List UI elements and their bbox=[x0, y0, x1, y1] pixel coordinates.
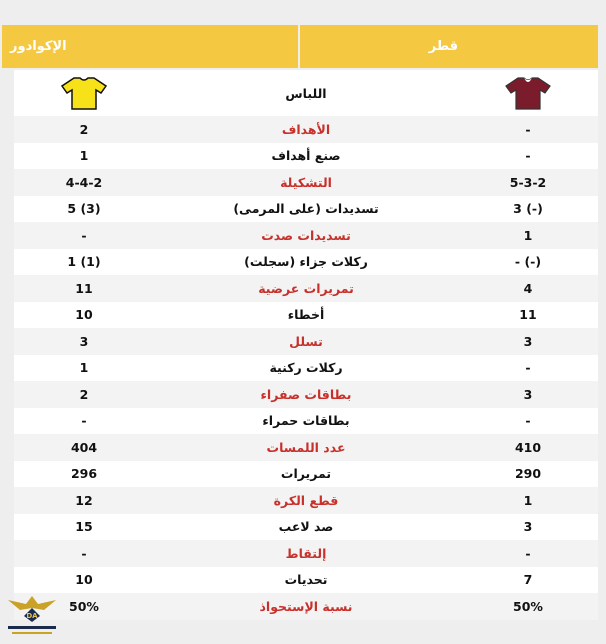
svg-text:DA: DA bbox=[26, 612, 38, 620]
stat-row-interceptions bbox=[14, 487, 598, 514]
qatar-value: 1 bbox=[523, 227, 533, 243]
stat-row-blocks bbox=[14, 514, 598, 541]
stat-row-formation bbox=[14, 169, 598, 196]
stat-label: نسبة الإستحواذ bbox=[259, 598, 353, 614]
stat-label: صد لاعب bbox=[278, 519, 334, 535]
ecuador-value: 50% bbox=[69, 598, 99, 614]
ecuador-value: 1 bbox=[79, 148, 89, 164]
qatar-value: - bbox=[525, 148, 531, 164]
qatar-value: - (-) bbox=[514, 254, 542, 270]
ecuador-value: 15 bbox=[75, 519, 93, 535]
teams-header bbox=[2, 25, 598, 68]
stat-row-duels bbox=[14, 567, 598, 594]
stat-label: صنع أهداف bbox=[271, 148, 341, 164]
qatar-value: 1 bbox=[523, 492, 533, 508]
stat-row-fouls bbox=[14, 302, 598, 329]
qatar-value: 3 (-) bbox=[513, 201, 543, 217]
ecuador-value: 2 bbox=[79, 121, 89, 137]
yellow-shirt-icon bbox=[60, 76, 108, 110]
ecuador-value: 12 bbox=[75, 492, 93, 508]
stat-row-saved-shots bbox=[14, 222, 598, 249]
ecuador-value: 296 bbox=[70, 466, 98, 482]
stat-label: التشكيلة bbox=[280, 174, 332, 190]
qatar-value: 11 bbox=[519, 307, 537, 323]
stat-row-assists bbox=[14, 143, 598, 170]
qatar-value: 410 bbox=[514, 439, 542, 455]
ecuador-value: - bbox=[81, 545, 87, 561]
ecuador-value: 10 bbox=[75, 572, 93, 588]
qatar-value: 50% bbox=[513, 598, 543, 614]
stat-row-corners bbox=[14, 355, 598, 382]
stat-row-goals bbox=[14, 116, 598, 143]
ecuador-value: 2 bbox=[79, 386, 89, 402]
stat-row-crosses bbox=[14, 275, 598, 302]
stat-row-shots bbox=[14, 196, 598, 223]
stat-label: تسلل bbox=[289, 333, 323, 349]
ecuador-value: 1 (1) bbox=[67, 254, 101, 270]
stat-label: الأهداف bbox=[281, 121, 331, 137]
stat-row-catches bbox=[14, 540, 598, 567]
stat-label: ركلات جزاء (سجلت) bbox=[244, 254, 368, 270]
ecuador-value: 5 (3) bbox=[67, 201, 101, 217]
stat-label: عدد اللمسات bbox=[266, 439, 346, 455]
watermark-logo bbox=[2, 590, 62, 640]
ecuador-value: - bbox=[81, 413, 87, 429]
qatar-value: 5-3-2 bbox=[509, 174, 547, 190]
ecuador-value: 1 bbox=[79, 360, 89, 376]
qatar-value: 290 bbox=[514, 466, 542, 482]
stat-label: تسديدات صدت bbox=[261, 227, 351, 243]
stat-row-penalties bbox=[14, 249, 598, 276]
qatar-value: 7 bbox=[523, 572, 533, 588]
stat-row-possession bbox=[14, 593, 598, 620]
stat-label: إلتقاط bbox=[285, 545, 327, 561]
stat-label: تحديات bbox=[284, 572, 328, 588]
kit-label: اللباس bbox=[285, 85, 327, 101]
ecuador-value: 404 bbox=[70, 439, 98, 455]
stat-row-yellow-cards bbox=[14, 381, 598, 408]
qatar-value: 3 bbox=[523, 333, 533, 349]
stat-row-passes bbox=[14, 461, 598, 488]
stat-label: تسديدات (على المرمى) bbox=[233, 201, 379, 217]
qatar-value: 4 bbox=[523, 280, 533, 296]
qatar-kit bbox=[458, 76, 598, 110]
ecuador-value: 10 bbox=[75, 307, 93, 323]
stat-label: ركلات ركنية bbox=[269, 360, 343, 376]
qatar-value: - bbox=[525, 413, 531, 429]
kit-row bbox=[14, 70, 598, 116]
match-stats-table bbox=[14, 70, 598, 620]
stat-label: أخطاء bbox=[287, 307, 325, 323]
ecuador-value: - bbox=[81, 227, 87, 243]
stat-row-offsides bbox=[14, 328, 598, 355]
qatar-value: - bbox=[525, 121, 531, 137]
eagle-emblem-icon bbox=[2, 590, 62, 640]
qatar-team-name: قطر bbox=[300, 25, 598, 68]
qatar-value: 3 bbox=[523, 519, 533, 535]
stat-label: تمريرات bbox=[280, 466, 332, 482]
stat-row-touches bbox=[14, 434, 598, 461]
qatar-value: 3 bbox=[523, 386, 533, 402]
stat-label: بطاقات حمراء bbox=[262, 413, 350, 429]
stat-label: قطع الكرة bbox=[273, 492, 339, 508]
stat-row-red-cards bbox=[14, 408, 598, 435]
stat-label: تمريرات عرضية bbox=[258, 280, 354, 296]
stat-label: بطاقات صفراء bbox=[260, 386, 352, 402]
ecuador-value: 4-4-2 bbox=[65, 174, 103, 190]
ecuador-kit bbox=[14, 76, 154, 110]
qatar-value: - bbox=[525, 545, 531, 561]
maroon-shirt-icon bbox=[504, 76, 552, 110]
ecuador-team-name: الإكوادور bbox=[2, 25, 298, 68]
ecuador-value: 11 bbox=[75, 280, 93, 296]
qatar-value: - bbox=[525, 360, 531, 376]
ecuador-value: 3 bbox=[79, 333, 89, 349]
